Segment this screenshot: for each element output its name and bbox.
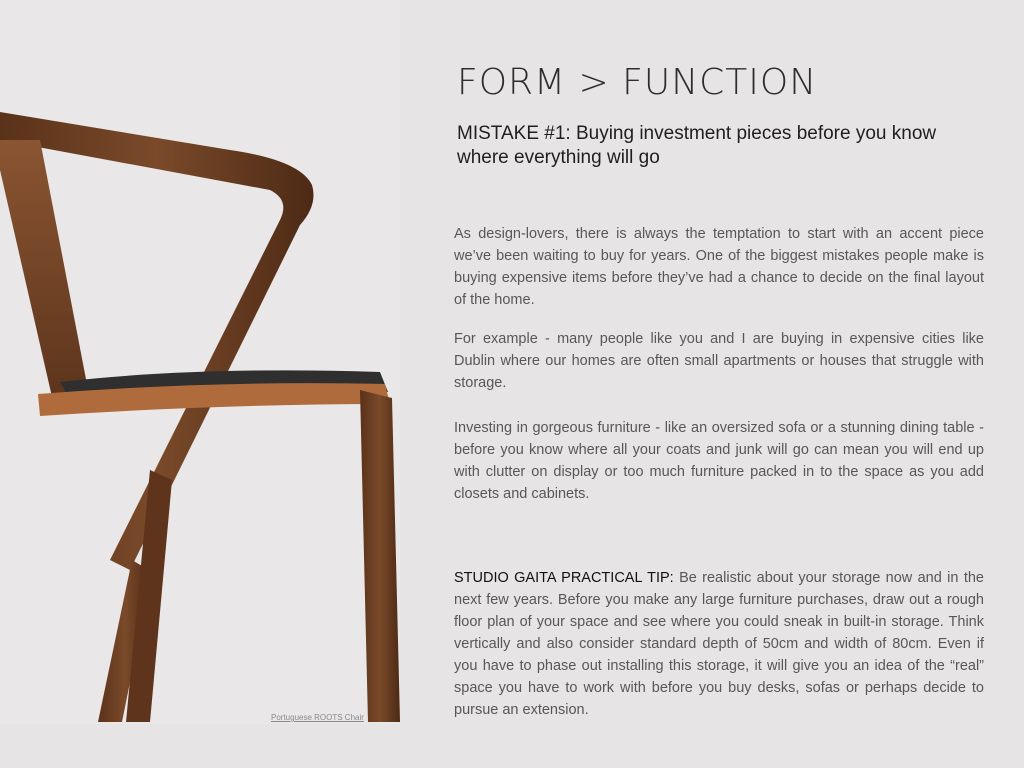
page-title: FORM > FUNCTION [457, 62, 818, 103]
example-paragraph: For example - many people like you and I are buying in expensive cities like Dublin where our homes are often small apartments or houses that struggle with storage. [454, 331, 984, 391]
walnut-chair-illustration [0, 0, 400, 724]
chair-photo [0, 0, 400, 724]
tip-label: STUDIO GAITA PRACTICAL TIP: [454, 570, 674, 586]
practical-tip [454, 567, 984, 721]
image-caption-link[interactable]: Portuguese ROOTS Chair [271, 713, 364, 722]
intro-paragraph: As design-lovers, there is always the temptation to start with an accent piece we’ve been waiting to buy for years. One of the biggest mistakes people make is buying expensive items before they’ve had a chance to decide on the final layout of the home. [454, 226, 984, 308]
investing-paragraph: Investing in gorgeous furniture - like an oversized sofa or a stunning dining table - before you know where all your coats and junk will go can mean you will end up with clutter on display or too much furniture packed in to the space as you add closets and cabinets. [454, 420, 984, 502]
tip-text: Be realistic about your storage now and in the next few years. Before you make any large furniture purchases, draw out a rough floor plan of your space and see where you could sneak in built-in storage. Think vertically and also consider standard depth of 50cm and width of 80cm. Even if you have to phase out installing this storage, it will give you an idea of the “real” space you have to work with before you buy desks, sofas or perhaps decide to pursue an extension. [454, 570, 984, 718]
mistake-heading: MISTAKE #1: Buying investment pieces before you know where everything will go [457, 123, 937, 168]
